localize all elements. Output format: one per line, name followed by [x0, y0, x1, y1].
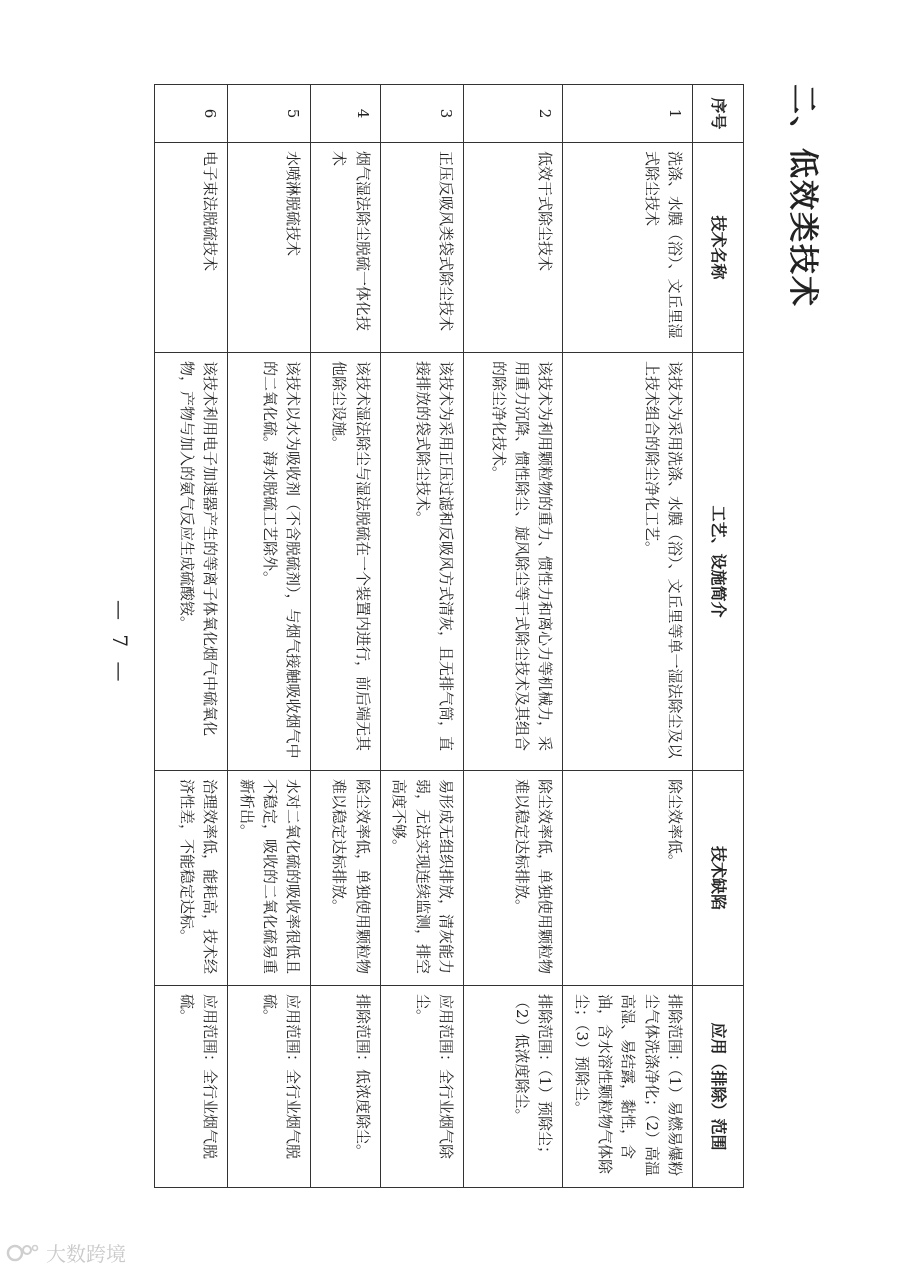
- cell-tech-name: 低效干式除尘技术: [463, 143, 562, 353]
- cell-scope: 排除范围：（1）易燃易爆粉尘气体洗涤净化；（2）高温高湿、易结露，黏性，含油，含水溶性颗粒物气体除尘；（3）预除尘。: [563, 986, 693, 1188]
- table-row: [380, 85, 463, 1188]
- cell-no: 6: [155, 85, 228, 143]
- cell-defect: 易形成无组织排放，清灰能力弱，无法实现连续监测，排空高度不够。: [380, 771, 463, 986]
- page-number: — 7 —: [108, 600, 132, 686]
- cell-tech-name: 正压反吸风类袋式除尘技术: [380, 143, 463, 353]
- cell-no: 3: [380, 85, 463, 143]
- cell-tech-name: 电子束法脱硫技术: [155, 143, 228, 353]
- cell-no: 2: [463, 85, 562, 143]
- cell-defect: 治理效率低，能耗高，技术经济性差，不能稳定达标。: [155, 771, 228, 986]
- header-scope: 应用（排除）范围: [693, 986, 744, 1188]
- watermark: [6, 1238, 126, 1267]
- cell-scope: 排除范围：（1）预除尘；（2）低浓度除尘。: [463, 986, 562, 1188]
- header-defect: 技术缺陷: [693, 771, 744, 986]
- table-row: [563, 85, 693, 1188]
- watermark-text: 大数跨境: [46, 1242, 126, 1266]
- cell-no: 1: [563, 85, 693, 143]
- cell-process: 该技术为采用正压过滤和反吸风方式清灰，且无排气筒，直接排放的袋式除尘技术。: [380, 353, 463, 771]
- cell-scope: 应用范围：全行业烟气脱硫。: [228, 986, 311, 1188]
- cell-process: 该技术以水为吸收剂（不含脱硫剂），与烟气接触吸收烟气中的二氧化硫。海水脱硫工艺除外。: [228, 353, 311, 771]
- table-row: [155, 85, 228, 1188]
- cell-process: 该技术为采用洗涤、水膜（浴）、文丘里等单一湿法除尘及以上技术组合的除尘净化工艺。: [563, 353, 693, 771]
- cell-defect: 除尘效率低，单独使用颗粒物难以稳定达标排放。: [311, 771, 380, 986]
- cell-defect: 水对二氧化硫的吸收率很低且不稳定，吸收的二氧化硫易重新析出。: [228, 771, 311, 986]
- cell-no: 4: [311, 85, 380, 143]
- brand-logo-icon: [6, 1241, 40, 1265]
- table-row: [311, 85, 380, 1188]
- cell-scope: 应用范围：全行业烟气脱硫。: [155, 986, 228, 1188]
- low-efficiency-technology-table: [154, 84, 744, 1188]
- header-no: 序号: [693, 85, 744, 143]
- cell-tech-name: 洗涤、水膜（浴）、文丘里湿式除尘技术: [563, 143, 693, 353]
- header-tech-name: 技术名称: [693, 143, 744, 353]
- cell-process: 该技术为利用颗粒物的重力、惯性力和离心力等机械力，采用重力沉降、惯性除尘、旋风除尘等干式除尘技术及其组合的除尘净化技术。: [463, 353, 562, 771]
- table-row: [228, 85, 311, 1188]
- cell-defect: 除尘效率低。: [563, 771, 693, 986]
- header-process: 工艺、设施简介: [693, 353, 744, 771]
- section-heading: 二、低效类技术: [785, 84, 820, 308]
- cell-no: 5: [228, 85, 311, 143]
- cell-tech-name: 烟气湿法除尘脱硫一体化技术: [311, 143, 380, 353]
- cell-tech-name: 水喷淋脱硫技术: [228, 143, 311, 353]
- cell-process: 该技术利用电子加速器产生的等离子体氧化烟气中硫氧化物，产物与加入的氨气反应生成硫酸铵。: [155, 353, 228, 771]
- table-header-row: [693, 85, 744, 1188]
- cell-scope: 排除范围：低浓度除尘。: [311, 986, 380, 1188]
- table-row: [463, 85, 562, 1188]
- cell-scope: 应用范围：全行业烟气除尘。: [380, 986, 463, 1188]
- cell-process: 该技术湿法除尘与湿法脱硫在一个装置内进行，前后端无其他除尘设施。: [311, 353, 380, 771]
- cell-defect: 除尘效率低，单独使用颗粒物难以稳定达标排放。: [463, 771, 562, 986]
